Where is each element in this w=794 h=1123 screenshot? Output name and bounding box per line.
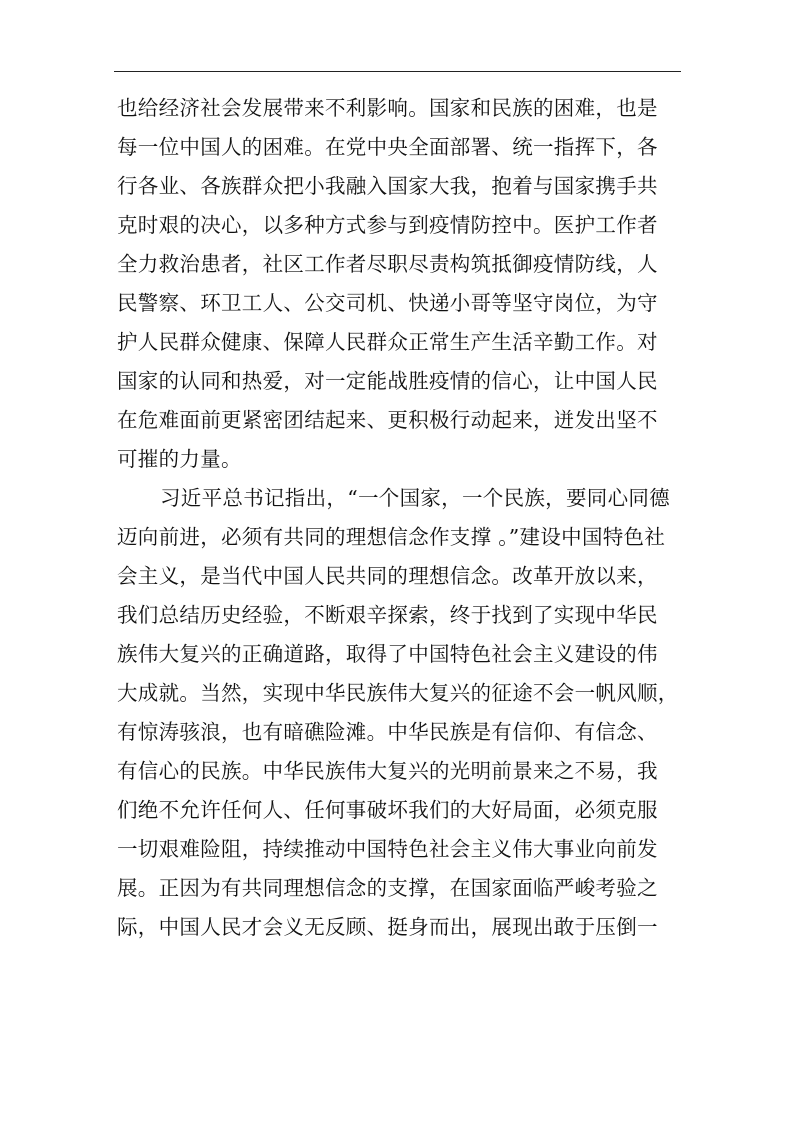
text-line: 民警察、环卫工人、公交司机、快递小哥等坚守岗位，为守 (117, 291, 658, 315)
text-line: 行各业、各族群众把小我融入国家大我，抱着与国家携手共 (117, 174, 658, 198)
text-line: 每一位中国人的困难。在党中央全面部署、统一指挥下，各 (117, 135, 658, 159)
text-line: 有惊涛骇浪，也有暗礁险滩。中华民族是有信仰、有信念、 (117, 720, 658, 744)
text-line: 在危难面前更紧密团结起来、更积极行动起来，迸发出坚不 (117, 408, 658, 432)
text-line: 一切艰难险阻，持续推动中国特色社会主义伟大事业向前发 (117, 837, 658, 861)
text-line-first: 习近平总书记指出，“一个国家，一个民族，要同心同德 (160, 486, 670, 510)
text-line: 可摧的力量。 (117, 447, 242, 471)
document-body (117, 89, 682, 947)
text-line: 护人民群众健康、保障人民群众正常生产生活辛勤工作。对 (117, 330, 658, 354)
text-line: 也给经济社会发展带来不利影响。国家和民族的困难，也是 (117, 96, 658, 120)
paragraph-1 (117, 89, 682, 479)
text-line: 大成就。当然，实现中华民族伟大复兴的征途不会一帆风顺， (117, 681, 679, 705)
header-rule (114, 71, 681, 72)
text-line: 展。正因为有共同理想信念的支撑，在国家面临严峻考验之 (117, 876, 658, 900)
text-line: 们绝不允许任何人、任何事破坏我们的大好局面，必须克服 (117, 798, 658, 822)
text-line: 克时艰的决心，以多种方式参与到疫情防控中。医护工作者 (117, 213, 658, 237)
text-line: 族伟大复兴的正确道路，取得了中国特色社会主义建设的伟 (117, 642, 658, 666)
text-line: 有信心的民族。中华民族伟大复兴的光明前景来之不易，我 (117, 759, 658, 783)
text-line: 迈向前进，必须有共同的理想信念作支撑 。”建设中国特色社 (117, 525, 666, 549)
text-line: 全力救治患者，社区工作者尽职尽责构筑抵御疫情防线，人 (117, 252, 658, 276)
text-line: 际，中国人民才会义无反顾、挺身而出，展现出敢于压倒一 (117, 915, 658, 939)
text-line: 会主义，是当代中国人民共同的理想信念。改革开放以来， (117, 564, 658, 588)
text-line: 国家的认同和热爱，对一定能战胜疫情的信心，让中国人民 (117, 369, 658, 393)
paragraph-2 (117, 479, 682, 947)
text-line: 我们总结历史经验，不断艰辛探索，终于找到了实现中华民 (117, 603, 658, 627)
